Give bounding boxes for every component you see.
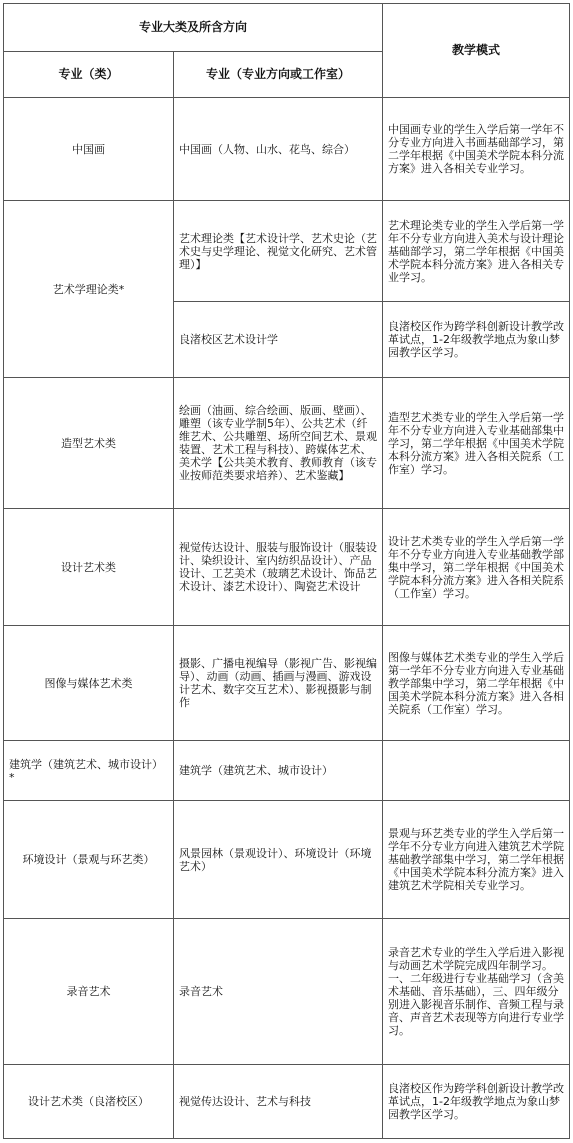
category-cell: 环境设计（景观与环艺类） xyxy=(4,801,174,919)
table-row xyxy=(4,919,570,1065)
mode-cell: 良渚校区作为跨学科创新设计教学改革试点，1-2年级教学地点为象山梦园教学区学习。 xyxy=(383,302,570,378)
direction-cell: 视觉传达设计、服装与服饰设计（服装设计、染织设计、室内纺织品设计）、产品设计、工艺美术（玻璃艺术设计、饰品艺术设计、漆艺术设计）、陶瓷艺术设计 xyxy=(174,509,383,626)
major-table xyxy=(3,3,570,1139)
mode-cell: 录音艺术专业的学生入学后进入影视与动画艺术学院完成四年制学习。一、二年级进行专业基础学习（含美术基础、音乐基础），三、四年级分别进入影视音乐制作、音频工程与录音、声音艺术表现等方向进行专业学习。 xyxy=(383,919,570,1065)
header-row xyxy=(4,4,570,52)
mode-cell: 艺术理论类专业的学生入学后第一学年不分专业方向进入美术与设计理论基础部学习，第二学年根据《中国美术学院本科分流方案》进入各相关专业学习。 xyxy=(383,201,570,302)
direction-cell: 录音艺术 xyxy=(174,919,383,1065)
category-cell: 录音艺术 xyxy=(4,919,174,1065)
mode-cell: 中国画专业的学生入学后第一学年不分专业方向进入书画基础部学习，第二学年根据《中国美术学院本科分流方案》进入各相关专业学习。 xyxy=(383,98,570,201)
direction-cell: 摄影、广播电视编导（影视广告、影视编导）、动画（动画、插画与漫画、游戏设计艺术、数字交互艺术）、影视摄影与制作 xyxy=(174,626,383,741)
mode-cell: 造型艺术类专业的学生入学后第一学年不分专业方向进入专业基础部集中学习，第二学年根据《中国美术学院本科分流方案》进入各相关院系（工作室）学习。 xyxy=(383,378,570,509)
direction-cell: 艺术理论类【艺术设计学、艺术史论（艺术史与史学理论、视觉文化研究、艺术管理）】 xyxy=(174,201,383,302)
category-cell: 设计艺术类 xyxy=(4,509,174,626)
category-cell: 建筑学（建筑艺术、城市设计）* xyxy=(4,741,174,801)
direction-cell: 视觉传达设计、艺术与科技 xyxy=(174,1065,383,1139)
table-row xyxy=(4,201,570,302)
direction-cell: 中国画（人物、山水、花鸟、综合） xyxy=(174,98,383,201)
table-row xyxy=(4,801,570,919)
header-teaching-mode: 教学模式 xyxy=(383,4,570,98)
category-cell: 图像与媒体艺术类 xyxy=(4,626,174,741)
mode-cell: 图像与媒体艺术类专业的学生入学后第一学年不分专业方向进入专业基础教学部集中学习，第二学年根据《中国美术学院本科分流方案》进入各相关院系（工作室）学习。 xyxy=(383,626,570,741)
direction-cell: 风景园林（景观设计）、环境设计（环境艺术） xyxy=(174,801,383,919)
category-cell: 艺术学理论类* xyxy=(4,201,174,378)
direction-cell: 绘画（油画、综合绘画、版画、壁画）、雕塑（该专业学制5年）、公共艺术（纤维艺术、公共雕塑、场所空间艺术、景观装置、艺术工程与科技）、跨媒体艺术、美术学【公共美术教育、教师教育（该专业按师范类要求培养）、艺术鉴藏】 xyxy=(174,378,383,509)
mode-cell: 设计艺术类专业的学生入学后第一学年不分专业方向进入专业基础教学部集中学习，第二学年根据《中国美术学院本科分流方案》进入各相关院系（工作室）学习。 xyxy=(383,509,570,626)
category-cell: 中国画 xyxy=(4,98,174,201)
mode-cell xyxy=(383,741,570,801)
table-row xyxy=(4,509,570,626)
table-row xyxy=(4,98,570,201)
header-direction: 专业（专业方向或工作室） xyxy=(174,52,383,98)
table-row xyxy=(4,741,570,801)
mode-cell: 良渚校区作为跨学科创新设计教学改革试点，1-2年级教学地点为象山梦园教学区学习。 xyxy=(383,1065,570,1139)
header-group-title: 专业大类及所含方向 xyxy=(4,4,383,52)
category-cell: 设计艺术类（良渚校区） xyxy=(4,1065,174,1139)
header-category: 专业（类） xyxy=(4,52,174,98)
category-cell: 造型艺术类 xyxy=(4,378,174,509)
mode-cell: 景观与环艺类专业的学生入学后第一学年不分专业方向进入建筑艺术学院基础教学部集中学习，第二学年根据《中国美术学院本科分流方案》进入建筑艺术学院相关专业学习。 xyxy=(383,801,570,919)
table-row xyxy=(4,626,570,741)
table-row xyxy=(4,1065,570,1139)
direction-cell: 良渚校区艺术设计学 xyxy=(174,302,383,378)
table-row xyxy=(4,378,570,509)
direction-cell: 建筑学（建筑艺术、城市设计） xyxy=(174,741,383,801)
